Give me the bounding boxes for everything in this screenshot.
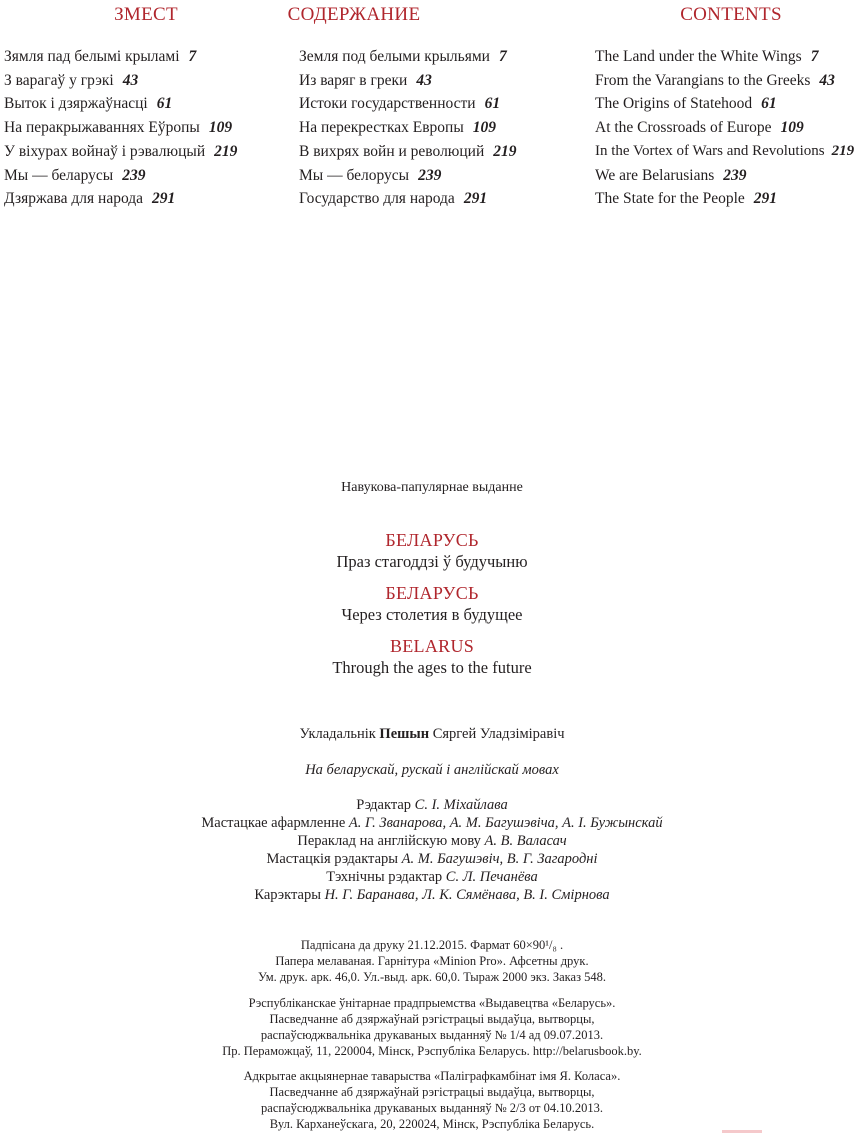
- imprint-line: Падпісана да друку 21.12.2015. Фармат 60×90¹/₈ .: [300, 938, 564, 952]
- toc-entry-title: Истоки государственности: [299, 95, 476, 113]
- toc-entry-page: 239: [418, 166, 442, 184]
- compiler-line: [0, 726, 864, 743]
- credit-line: [0, 814, 864, 832]
- toc-heading: CONTENTS: [680, 4, 782, 25]
- book-subtitle: Праз стагоддзі ў будучыню: [336, 552, 528, 571]
- toc-entry-page: 219: [214, 142, 238, 160]
- languages-line: [0, 762, 864, 779]
- toc-column-english: [595, 0, 863, 211]
- compiler-name: Сяргей Уладзіміравіч: [432, 726, 565, 742]
- imprint-line: Пр. Пераможцаў, 11, 220004, Мінск, Рэспубліка Беларусь. http://belarusbook.by.: [222, 1044, 642, 1058]
- credit-line: [0, 850, 864, 868]
- toc-entry[interactable]: [299, 92, 589, 116]
- credits: [0, 796, 864, 904]
- toc-entry[interactable]: [4, 116, 294, 140]
- credit-role: Тэхнічны рэдактар: [326, 869, 443, 885]
- toc-entry-page: 109: [208, 119, 233, 137]
- credit-line: [0, 886, 864, 904]
- toc-heading: ЗМЕСТ: [114, 4, 178, 25]
- imprint-publisher: [0, 995, 864, 1059]
- toc-entry-page: 61: [761, 95, 777, 113]
- title-block-english: [0, 635, 864, 678]
- imprint-printer: [0, 1068, 864, 1132]
- toc-entry[interactable]: [595, 92, 863, 116]
- toc-entry[interactable]: [4, 187, 294, 211]
- toc-entry[interactable]: [299, 187, 589, 211]
- imprint-line: распаўсюджвальніка друкаваных выданняў № 1/4 ад 09.07.2013.: [260, 1028, 604, 1042]
- toc-entry-page: 7: [810, 48, 819, 65]
- credit-names: А. М. Багушэвіч, В. Г. Загародні: [401, 851, 598, 867]
- imprint-line: Рэспубліканскае ўнітарнае прадпрыемства «Выдавецтва «Беларусь».: [248, 996, 616, 1010]
- edition-type: Навукова-папулярнае выданне: [341, 480, 523, 495]
- toc-entry-title: З варагаў у грэкі: [4, 71, 114, 89]
- imprint-line: распаўсюджвальніка друкаваных выданняў № 2/3 от 04.10.2013.: [261, 1101, 603, 1115]
- toc-entry-title: Государство для народа: [299, 190, 455, 208]
- toc-entry-title: На перакрыжаваннях Еўропы: [4, 119, 200, 137]
- toc-entry[interactable]: [299, 164, 589, 188]
- toc-entry[interactable]: [595, 69, 863, 93]
- toc-entry-title: In the Vortex of Wars and Revolutions: [595, 142, 825, 159]
- imprint-line: Адкрытае акцыянернае таварыства «Паліграфкамбінат імя Я. Коласа».: [243, 1069, 621, 1083]
- toc-column-belarusian: [4, 0, 294, 211]
- imprint-line: Папера мелаваная. Гарнітура «Minion Pro». Афсетны друк.: [275, 954, 589, 968]
- toc-entry-page: 291: [463, 190, 488, 208]
- credit-names: А. Г. Званарова, А. М. Багушэвіча, А. І. Бужынскай: [348, 815, 663, 831]
- toc-entry-page: 43: [416, 71, 432, 89]
- toc-entry[interactable]: [595, 116, 863, 140]
- toc-entry-title: На перекрестках Европы: [299, 119, 464, 137]
- toc-entry-title: Выток і дзяржаўнасці: [4, 95, 148, 113]
- toc-entry-page: 7: [188, 48, 197, 65]
- toc-entry-page: 109: [780, 119, 804, 137]
- toc-entry-title: Дзяржава для народа: [4, 190, 144, 208]
- credit-line: [0, 832, 864, 850]
- toc-entry[interactable]: [4, 45, 294, 69]
- credit-line: [0, 796, 864, 814]
- toc-list: [299, 45, 589, 211]
- toc-entry-title: At the Crossroads of Europe: [595, 119, 772, 137]
- toc-entry-title: The Land under the White Wings: [595, 48, 802, 65]
- toc-entry-page: 239: [122, 166, 146, 184]
- book-title: БЕЛАРУСЬ: [385, 583, 479, 603]
- toc-entry-title: Земля под белыми крыльями: [299, 48, 490, 65]
- imprint-print-details: [0, 937, 864, 985]
- page-edge-mark: [722, 1130, 762, 1133]
- imprint-line: Пасведчанне аб дзяржаўнай рэгістрацыі выдаўца, вытворцы,: [269, 1012, 595, 1026]
- toc-entry-page: 291: [152, 190, 176, 208]
- toc-entry-title: У віхурах войнаў і рэвалюцый: [4, 142, 206, 160]
- imprint-line: Пасведчанне аб дзяржаўнай рэгістрацыі выдаўца, вытворцы,: [269, 1085, 595, 1099]
- toc-entry-page: 43: [122, 71, 139, 89]
- book-subtitle: Через столетия в будущее: [341, 605, 523, 624]
- toc-list: [595, 45, 863, 211]
- title-block-russian: [0, 582, 864, 625]
- credit-role: Мастацкія рэдактары: [266, 851, 399, 867]
- toc-entry-title: We are Belarusians: [595, 166, 715, 184]
- toc-entry-page: 61: [484, 95, 501, 113]
- languages-text: На беларускай, рускай і англійскай мовах: [305, 762, 559, 778]
- toc-entry-page: 7: [498, 48, 507, 65]
- toc-entry[interactable]: [595, 164, 863, 188]
- toc-entry-page: 43: [819, 71, 835, 89]
- credit-line: [0, 868, 864, 886]
- toc-entry[interactable]: [4, 92, 294, 116]
- credit-names: Н. Г. Баранава, Л. К. Сямёнава, В. І. Смірнова: [324, 887, 610, 903]
- toc-heading: СОДЕРЖАНИЕ: [287, 4, 421, 25]
- credit-names: А. В. Валасач: [484, 833, 567, 849]
- toc-entry[interactable]: [595, 187, 863, 211]
- credit-role: Рэдактар: [356, 797, 412, 813]
- imprint-line: Вул. Карханеўскага, 20, 220024, Мінск, Рэспубліка Беларусь.: [269, 1117, 595, 1131]
- toc-entry-page: 61: [156, 95, 173, 113]
- toc-entry[interactable]: [595, 45, 863, 69]
- toc-entry[interactable]: [4, 69, 294, 93]
- toc-entry-page: 291: [753, 190, 778, 208]
- credit-names: С. І. Міхайлава: [414, 797, 508, 813]
- compiler-surname: Пешын: [379, 726, 430, 742]
- toc-entry[interactable]: [299, 45, 589, 69]
- toc-entry-title: Зямля пад белымі крыламі: [4, 48, 180, 65]
- toc-entry-title: Мы — беларусы: [4, 166, 114, 184]
- toc-entry[interactable]: [4, 140, 294, 164]
- toc-entry-title: The State for the People: [595, 190, 745, 208]
- toc-entry-page: 109: [472, 119, 496, 137]
- title-block-belarusian: [0, 529, 864, 572]
- toc-entry-page: 219: [831, 142, 855, 159]
- credit-role: Пераклад на англійскую мову: [297, 833, 481, 849]
- toc-entry-title: В вихрях войн и революций: [299, 142, 485, 160]
- toc-entry[interactable]: [595, 140, 863, 164]
- credit-names: С. Л. Печанёва: [445, 869, 538, 885]
- toc-entry[interactable]: [299, 140, 589, 164]
- toc-entry-page: 219: [493, 142, 517, 160]
- book-subtitle: Through the ages to the future: [332, 658, 532, 677]
- book-title: BELARUS: [389, 636, 475, 656]
- toc-entry-title: From the Varangians to the Greeks: [595, 71, 811, 89]
- toc-entry-title: Мы — белорусы: [299, 166, 410, 184]
- toc-entry[interactable]: [299, 116, 589, 140]
- compiler-label: Укладальнік: [299, 726, 376, 742]
- credit-role: Карэктары: [254, 887, 321, 903]
- imprint-line: Ум. друк. арк. 46,0. Ул.-выд. арк. 60,0. Тыраж 2000 экз. Заказ 548.: [257, 970, 607, 984]
- book-title: БЕЛАРУСЬ: [385, 530, 479, 550]
- toc-entry-title: The Origins of Statehood: [595, 95, 753, 113]
- toc-entry-title: Из варяг в греки: [299, 71, 408, 89]
- toc-entry[interactable]: [4, 164, 294, 188]
- toc-list: [4, 45, 294, 211]
- toc-entry-page: 239: [723, 166, 747, 184]
- toc-entry[interactable]: [299, 69, 589, 93]
- credit-role: Мастацкае афармленне: [201, 815, 346, 831]
- toc-column-russian: [287, 0, 589, 211]
